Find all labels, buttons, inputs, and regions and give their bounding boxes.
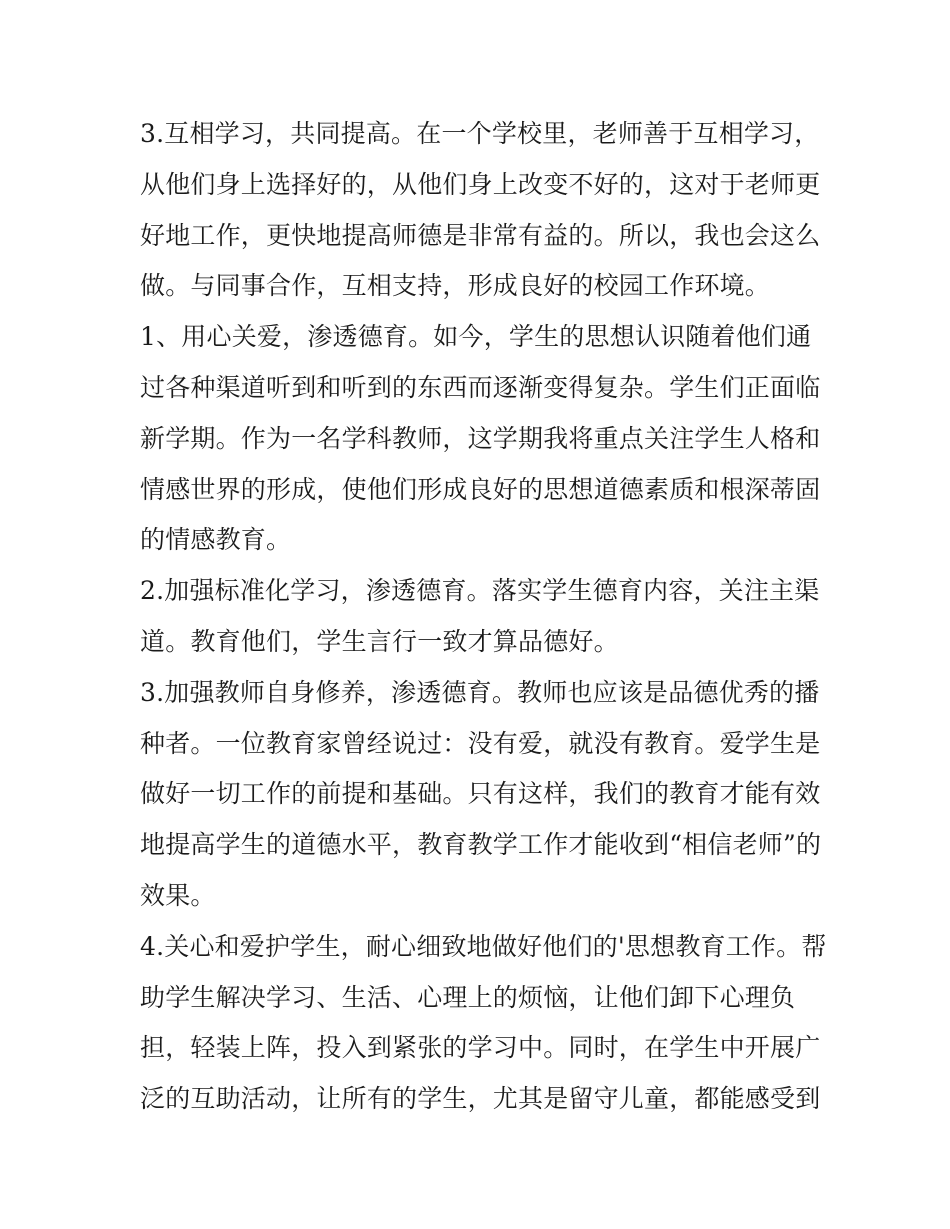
text-line: 的情感教育。 bbox=[140, 525, 292, 555]
paragraph-mutual-learning bbox=[140, 109, 820, 312]
text-line: 1、用心关爱，渗透德育。如今，学生的思想认识随着他们通 bbox=[140, 322, 812, 352]
text-line: 情感世界的形成，使他们形成良好的思想道德素质和根深蒂固 bbox=[140, 474, 821, 504]
text-line: 好地工作，更快地提高师德是非常有益的。所以，我也会这么 bbox=[140, 220, 821, 250]
text-line: 助学生解决学习、生活、心理上的烦恼，让他们卸下心理负 bbox=[140, 982, 796, 1012]
text-line: 地提高学生的道德水平，教育教学工作才能收到“相信老师”的 bbox=[140, 830, 822, 860]
text-line: 做好一切工作的前提和基础。只有这样，我们的教育才能有效 bbox=[140, 779, 821, 809]
text-line: 效果。 bbox=[140, 880, 216, 910]
text-line: 担，轻装上阵，投入到紧张的学习中。同时，在学生中开展广 bbox=[140, 1033, 821, 1063]
text-line: 3.互相学习，共同提高。在一个学校里，老师善于互相学习， bbox=[140, 119, 820, 148]
text-line: 道。教育他们，学生言行一致才算品德好。 bbox=[140, 626, 619, 656]
text-line: 3.加强教师自身修养，渗透德育。教师也应该是品德优秀的播 bbox=[140, 677, 820, 707]
text-line: 泛的互助活动，让所有的学生，尤其是留守儿童，都能感受到 bbox=[140, 1084, 821, 1114]
paragraph-teacher-cultivation bbox=[140, 668, 820, 922]
text-line: 做。与同事合作，互相支持，形成良好的校园工作环境。 bbox=[140, 271, 771, 301]
document-body bbox=[140, 109, 827, 1125]
text-line: 从他们身上选择好的，从他们身上改变不好的，这对于老师更 bbox=[140, 169, 821, 199]
text-line: 种者。一位教育家曾经说过：没有爱，就没有教育。爱学生是 bbox=[140, 728, 821, 758]
text-line: 2.加强标准化学习，渗透德育。落实学生德育内容，关注主渠 bbox=[140, 576, 820, 606]
text-line: 过各种渠道听到和听到的东西而逐渐变得复杂。学生们正面临 bbox=[140, 372, 821, 402]
paragraph-care-moral-education bbox=[140, 312, 820, 566]
text-line: 4.关心和爱护学生，耐心细致地做好他们的'思想教育工作。帮 bbox=[140, 931, 827, 961]
text-line: 新学期。作为一名学科教师，这学期我将重点关注学生人格和 bbox=[140, 423, 821, 453]
paragraph-standardized-learning bbox=[140, 566, 820, 668]
paragraph-caring-for-students bbox=[140, 922, 827, 1125]
